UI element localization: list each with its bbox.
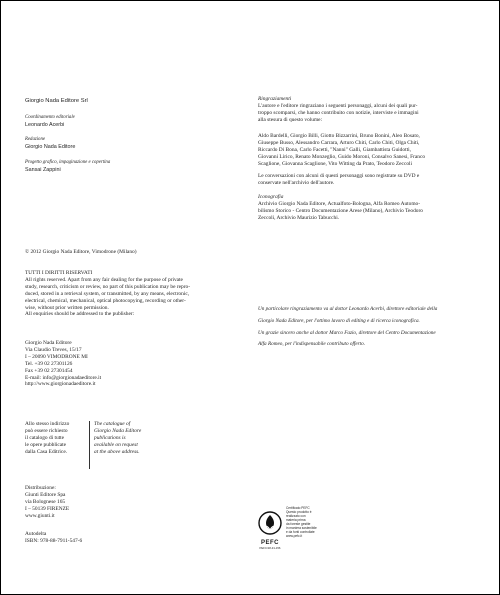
catalogue-it-line: Allo stesso indirizzo (25, 421, 70, 427)
isbn-block (25, 531, 175, 545)
address-website[interactable]: http://www.giorgionadaeditore.it (25, 381, 96, 388)
people-line: Giovanni Lirico, Renato Monzeglio, Guido Moroni, Consalvo Sanesi, Franco (258, 153, 426, 160)
catalogue-en-line: Giorgio Nada Editore (94, 427, 142, 434)
conversation-note (258, 173, 483, 187)
design-label: Progetto grafico, impaginazione e copertina (25, 160, 111, 165)
coordination-credit (25, 115, 75, 128)
thanks-line: alla stesura di questo volume: (258, 116, 323, 123)
pefc-cert-line: da foreste gestite (286, 522, 311, 526)
iconography-line: bilismo Storico - Centro Documentazione Arese (Milano), Archivio Teodoro (258, 207, 423, 214)
pefc-certificate (286, 506, 334, 538)
book-title: Autodelta (25, 531, 47, 537)
thanks-line: troppo scomparsi, che hanno contribuito con notizie, interviste e immagini (258, 109, 419, 116)
publisher-address (25, 340, 225, 388)
pefc-cert-line: realizzato con (286, 514, 306, 518)
design-name: Sansai Zappini (25, 166, 61, 173)
address-line: Via Claudio Treves, 15/17 (25, 346, 82, 353)
coordination-name: Leonardo Acerbi (25, 121, 65, 128)
editing-label: Redazione (25, 137, 45, 142)
pefc-code: PEFC/18-31-156 (259, 546, 281, 550)
address-line: Tel. +39 02 27301126 (25, 360, 73, 367)
pefc-cert-line: in maniera sostenibile (286, 526, 317, 530)
rights-line: study, research, criticism or review, no part of this publication may be repro- (25, 283, 191, 290)
people-list (258, 133, 483, 168)
catalogue-italian (25, 421, 87, 456)
distribution-line: Giunti Editore Spa (25, 491, 66, 498)
catalogue-it-line: il catalogo di tutte (25, 434, 65, 441)
editing-name: Giorgio Nada Editore (25, 143, 76, 150)
special-line: Un particolare ringraziamento va al dottor Leonardo Acerbi, direttore editoriale della (258, 306, 438, 313)
iconography-line: Archivio Giorgio Nada Editore, Actualfoto-Bologna, Alfa Romeo Automo- (258, 200, 421, 207)
pefc-cert-line: materia prima (286, 518, 306, 522)
pefc-site[interactable]: www.pefc.it (286, 534, 303, 538)
special-line: Un grazie sincero anche al dottor Marco Fazio, direttore del Centro Documentazione (258, 329, 436, 336)
people-line: Aldo Bardelli, Giorgio Billi, Giotto Bizzarrini, Bruno Bonini, Aleo Bosato, (258, 133, 420, 139)
address-line: Giorgio Nada Editore (25, 340, 72, 346)
company-name: Giorgio Nada Editore Srl (25, 98, 88, 104)
distribution-line: Distribuzione: (25, 485, 56, 491)
conversation-line: Le conversazioni con alcuni di questi personaggi sono registrate su DVD e (258, 173, 420, 179)
company-header (25, 98, 88, 105)
distribution-block (25, 485, 175, 520)
pefc-cert-line: e da fonti controllate (286, 530, 315, 534)
editing-credit (25, 137, 75, 150)
people-line: Giuseppe Busso, Alessandro Carrara, Arturo Chiti, Carlo Chiti, Olga Chiti, (258, 139, 420, 146)
design-credit (25, 160, 110, 173)
copyright-notice (25, 249, 235, 256)
iconography-line: Zeccoli, Archivio Maurizio Tabucchi. (258, 214, 340, 221)
distribution-line: via Bolognese 165 (25, 498, 66, 505)
special-thanks (258, 301, 490, 353)
conversation-line: conservate nell'archivio dell'autore. (258, 179, 335, 186)
pefc-cert-line: Questo prodotto è (286, 510, 312, 514)
rights-line: wise, without prior written permission. (25, 304, 109, 311)
pefc-tree-icon (258, 511, 282, 535)
pefc-cert-label: Certificato PEFC (286, 506, 310, 510)
people-line: Riccardo Di Bona, Carlo Facetti, "Nanni" Galli, Giambattista Guidotti, (258, 146, 411, 153)
pefc-badge (258, 511, 282, 550)
address-email[interactable]: E-mail: info@giorgionadaeditore.it (25, 374, 102, 381)
rights-block (25, 270, 240, 318)
coordination-label: Coordinamento editoriale (25, 115, 75, 120)
iconography (258, 194, 483, 222)
rights-line: All enquiries should be addressed to the publisher: (25, 311, 135, 318)
catalogue-it-line: dalla Casa Editrice. (25, 448, 68, 455)
catalogue-it-line: le opere pubblicate (25, 441, 67, 448)
thanks-line: L'autore e l'editore ringraziano i seguenti personaggi, alcuni dei quali pur- (258, 102, 418, 109)
acknowledgements (258, 96, 483, 124)
special-line: Giorgio Nada Editore, per l'ottimo lavoro di editing e di ricerca iconografica. (258, 317, 420, 324)
catalogue-it-line: può essere richiesto (25, 427, 68, 434)
rights-line: electrical, chemical, mechanical, optical photocopying, recording or other- (25, 297, 186, 304)
catalogue-en-line: available on request (94, 441, 138, 448)
rights-title: TUTTI I DIRITTI RISERVATI (25, 270, 93, 276)
catalogue-divider (89, 421, 90, 469)
distribution-website[interactable]: www.giunti.it (25, 512, 55, 519)
catalogue-en-line: publications is (94, 434, 126, 441)
copyright-text: © 2012 Giorgio Nada Editore, Vimodrone (Milano) (25, 249, 137, 255)
address-line: I – 20090 VIMODRONE MI (25, 353, 88, 360)
iconography-label: Iconografia (258, 194, 284, 200)
thanks-label: Ringraziamenti (258, 96, 292, 102)
rights-line: All rights reserved. Apart from any fair dealing for the purpose of private (25, 276, 183, 283)
people-line: Scaglione, Giovanna Scaglione, Vito Witting da Prato, Teodoro Zeccoli (258, 160, 413, 167)
catalogue-english (94, 421, 174, 456)
rights-line: duced, stored in a retrieval system, or transmitted, by any means, electronic, (25, 290, 190, 297)
isbn-number: ISBN: 978-88-7911-547-6 (25, 537, 83, 544)
pefc-logo-text: PEFC (260, 540, 279, 546)
special-line: Alfa Romeo, per l'indispensabile contributo offerto. (258, 341, 366, 348)
address-line: Fax +39 02 27301454 (25, 367, 73, 374)
distribution-line: I – 50139 FIRENZE (25, 505, 70, 512)
catalogue-en-line: The catalogue of (94, 421, 131, 427)
catalogue-en-line: at the above address. (94, 448, 140, 455)
